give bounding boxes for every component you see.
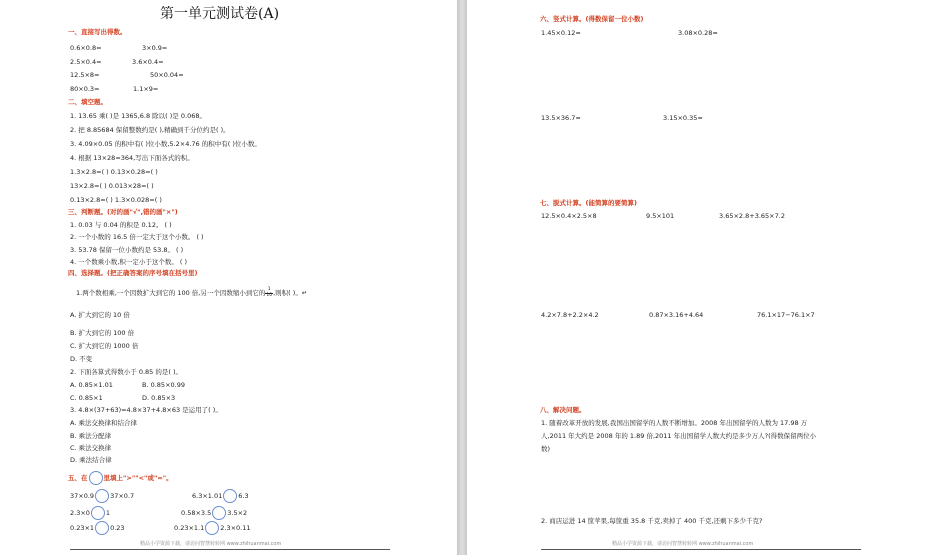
- choice-option: B. 扩大到它的 100 倍: [70, 329, 135, 337]
- page-title: 第一单元测试卷(A): [160, 6, 280, 22]
- choice-question-2: 2. 下面各算式得数小于 0.85 的是( )。: [70, 368, 183, 376]
- choice-option: B. 乘法分配律: [70, 432, 112, 440]
- compare-item: 6.3×1.01 6.3: [192, 489, 249, 503]
- section4-heading: 四、选择题。(把正确答案的序号填在括号里): [68, 269, 198, 277]
- footer-divider: [541, 549, 861, 550]
- section5-heading: 五、在 里填上">""<"或"="。: [68, 471, 173, 485]
- choice-option: C. 扩大到它的 1000 倍: [70, 342, 139, 350]
- vertical-calc-item: 3.08×0.28≈: [678, 29, 718, 37]
- judge-item: 3. 53.78 保留一位小数约是 53.8。 ( ): [70, 246, 184, 254]
- fill-item: 1. 13.65 乘( )是 1365,6.8 除以( )是 0.068。: [70, 112, 206, 120]
- choice-option: A. 0.85×1.01: [70, 381, 113, 389]
- compare-item: 37×0.9 37×0.7: [70, 489, 134, 503]
- choice-question-1: 1.两个数相乘,一个因数扩大到它的 100 倍,另一个因数缩小到它的 $\frac{1}{10}$ ,则积( )。↵: [76, 287, 308, 298]
- choice-option: A. 扩大到它的 10 倍: [70, 311, 130, 319]
- choice-option: D. 0.85×3: [142, 394, 176, 402]
- compare-circle[interactable]: [205, 521, 219, 535]
- oral-item: 3×0.9=: [142, 44, 168, 52]
- choice-option: D. 不变: [70, 355, 93, 363]
- section2-heading: 二、填空题。: [68, 98, 107, 106]
- vertical-calc-item: 3.15×0.35≈: [663, 114, 703, 122]
- step-calc-item: 12.5×0.4×2.5×8: [541, 212, 597, 220]
- choice-option: D. 乘法结合律: [70, 456, 112, 464]
- oral-item: 50×0.04=: [150, 71, 184, 79]
- judge-item: 2. 一个小数的 16.5 倍一定大于这个小数。 ( ): [70, 233, 204, 241]
- fill-item: 4. 根据 13×28=364,写出下面各式的积。: [70, 154, 194, 162]
- compare-item: 0.23×1.1 2.3×0.11: [174, 521, 251, 535]
- section8-heading: 八、解决问题。: [540, 406, 586, 414]
- vertical-calc-item: 13.5×36.7≈: [541, 114, 581, 122]
- fill-item: 13×2.8=( ) 0.013×28=( ): [70, 182, 154, 190]
- oral-item: 2.5×0.4=: [70, 58, 102, 66]
- vertical-calc-item: 1.45×0.12≈: [541, 29, 581, 37]
- fill-item: 0.13×2.8=( ) 1.3×0.028=( ): [70, 196, 162, 204]
- word-problem-2: 2. 商店运进 14 筐苹果,每筐重 35.8 千克,卖掉了 400 千克,还剩下多少千克?: [541, 517, 763, 525]
- compare-circle[interactable]: [95, 489, 109, 503]
- fraction: $\frac{1}{10}$: [266, 287, 273, 298]
- step-calc-item: 0.87×3.16+4.64: [649, 311, 704, 319]
- word-problem-1-line: 1. 随着改革开放的发展,我国出国留学的人数不断增加。2008 年出国留学的人数为 17.98 万: [541, 419, 808, 427]
- oral-item: 3.6×0.4=: [132, 58, 164, 66]
- choice-option: C. 乘法交换律: [70, 444, 112, 452]
- oral-item: 0.6×0.8=: [70, 44, 102, 52]
- step-calc-item: 4.2×7.8+2.2×4.2: [541, 311, 599, 319]
- word-problem-1-line: 数): [541, 445, 551, 453]
- compare-circle[interactable]: [212, 506, 226, 520]
- step-calc-item: 76.1×17−76.1×7: [757, 311, 815, 319]
- step-calc-item: 9.5×101: [646, 212, 675, 220]
- choice-option: A. 乘法交换律和结合律: [70, 419, 137, 427]
- page-footer: 精品小学资源下载，请访问智慧转转网 www.zhihuanmai.com: [140, 541, 282, 547]
- word-problem-1-line: 人,2011 年大约是 2008 年的 1.89 倍,2011 年出国留学人数大约是多少万人?(得数保留两位小: [541, 432, 817, 440]
- right-page: [467, 0, 937, 555]
- compare-item: 2.3×0 1: [70, 506, 110, 520]
- section3-heading: 三、判断题。(对的画"√",错的画"×"): [68, 208, 178, 216]
- oral-item: 12.5×8=: [70, 71, 100, 79]
- judge-item: 4. 一个数乘小数,积一定小于这个数。 ( ): [70, 258, 188, 266]
- footer-divider: [70, 549, 390, 550]
- compare-circle[interactable]: [95, 521, 109, 535]
- section6-heading: 六、竖式计算。(得数保留一位小数): [540, 15, 644, 23]
- fill-item: 2. 把 8.85684 保留整数约是( ),精确到千分位约是( )。: [70, 126, 230, 134]
- compare-item: 0.58×3.5 3.5×2: [181, 506, 247, 520]
- left-page: [0, 0, 457, 555]
- page-footer: 精品小学资源下载，请访问智慧转转网 www.zhihuanmai.com: [612, 541, 754, 547]
- fill-item: 1.3×2.8=( ) 0.13×0.28=( ): [70, 168, 158, 176]
- page-gutter: [457, 0, 467, 555]
- compare-item: 0.23×1 0.23: [70, 521, 125, 535]
- section7-heading: 七、脱式计算。(能简算的要简算): [540, 199, 637, 207]
- oral-item: 1.1×9=: [133, 85, 159, 93]
- compare-circle[interactable]: [91, 506, 105, 520]
- choice-option: C. 0.85×1: [70, 394, 103, 402]
- compare-circle-icon: [89, 471, 103, 485]
- choice-question-3: 3. 4.8×(37+63)=4.8×37+4.8×63 是运用了( )。: [70, 406, 222, 414]
- choice-option: B. 0.85×0.99: [142, 381, 185, 389]
- step-calc-item: 3.65×2.8+3.65×7.2: [719, 212, 785, 220]
- fill-item: 3. 4.09×0.05 的积中有( )位小数,5.2×4.76 的积中有( )位小数。: [70, 140, 261, 148]
- compare-circle[interactable]: [223, 489, 237, 503]
- judge-item: 1. 0.03 与 0.04 的积是 0.12。 ( ): [70, 221, 172, 229]
- oral-item: 80×0.3=: [70, 85, 100, 93]
- section1-heading: 一、直接写出得数。: [68, 28, 127, 36]
